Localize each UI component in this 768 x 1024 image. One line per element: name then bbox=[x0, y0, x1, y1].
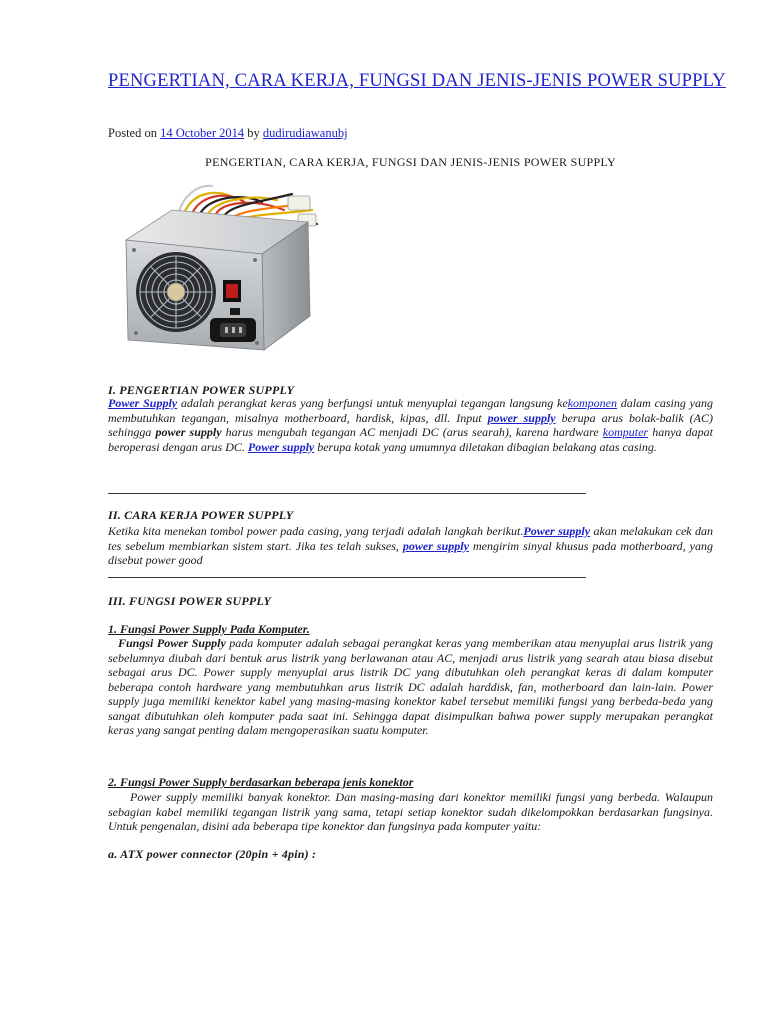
section1-heading: I. PENGERTIAN POWER SUPPLY bbox=[108, 383, 295, 397]
by-label: by bbox=[247, 126, 260, 140]
section3-paragraph-2: Power supply memiliki banyak konektor. Dan masing-masing dari konektor memiliki fungsi yang berbeda. Walaupun sebagian kabel memiliki tegangan listrik yang sama, tetapi setiap konektor sudah dikelompokkan berdasarkan fungsinya. Untuk pengenalan, disini ada beberapa tipe konektor dan fungsinya pada komputer yaitu: bbox=[108, 790, 713, 833]
s2-text-1: Ketika kita menekan tombol power pada casing, yang terjadi adalah langkah berikut. bbox=[108, 524, 524, 538]
power-supply-bold: power supply bbox=[155, 425, 222, 439]
s1-text-4: harus mengubah tegangan AC menjadi DC (arus searah), karena hardware bbox=[221, 425, 603, 439]
post-date-link[interactable]: 14 October 2014 bbox=[160, 126, 245, 140]
section2-paragraph bbox=[108, 524, 713, 568]
power-supply-link[interactable]: Power Supply bbox=[108, 396, 178, 410]
subheading-1: 1. Fungsi Power Supply Pada Komputer. bbox=[108, 622, 310, 636]
s2-text-3: mengirim sinyal khusus pada motherboard, yang disebut power good bbox=[108, 538, 714, 567]
power-supply-link-5[interactable]: power supply bbox=[402, 538, 469, 553]
post-title-link[interactable]: PENGERTIAN, CARA KERJA, FUNGSI DAN JENIS-JENIS POWER SUPPLY bbox=[108, 71, 726, 91]
post-subtitle: PENGERTIAN, CARA KERJA, FUNGSI DAN JENIS-JENIS POWER SUPPLY bbox=[205, 155, 616, 169]
author-link[interactable]: dudirudiawanubj bbox=[262, 126, 348, 140]
section3-paragraph-1 bbox=[108, 636, 713, 738]
subheading-2: 2. Fungsi Power Supply berdasarkan beberapa jenis konektor bbox=[108, 775, 414, 789]
s1-text-1: adalah perangkat keras yang berfungsi untuk menyuplai tegangan langsung ke bbox=[177, 396, 568, 410]
post-meta bbox=[108, 126, 348, 141]
s1-text-5: hanya dapat beroperasi dengan arus DC. bbox=[108, 425, 713, 454]
section1-paragraph bbox=[108, 396, 713, 454]
s1-text-6: berupa kotak yang umumnya diletakan dibagian belakang atas casing. bbox=[314, 439, 657, 454]
fungsi-power-supply-bold: Fungsi Power Supply bbox=[118, 636, 226, 650]
s2-text-2: akan melakukan cek dan tes sebelum membiarkan sistem start. Jika tes telah sukses, bbox=[108, 524, 713, 553]
power-supply-link-4[interactable]: Power supply bbox=[523, 524, 591, 538]
s1-text-3: berupa arus bolak-balik (AC) sehingga bbox=[108, 410, 713, 439]
s3-text-1: pada komputer adalah sebagai perangkat keras yang memberikan atau menyuplai arus listrik yang sebelumnya diubah dari bentuk arus listrik yang berlawanan atau AC, menjadi arus listrik yang searah atau biasa disebut sebagai arus DC. Power supply menyuplai arus listrik DC yang dibutuhkan oleh perangkat keras di dalam komputer beberapa contoh hardware yang membutuhkan arus listrik DC adalah harddisk, fan, motherboard dan lain-lain. Power supply juga memiliki kenektor kabel yang masing-masing konektor kabel tersebut memiliki fungsi yang berbeda-beda yang sangat dibutuhkan oleh komputer pada saat ini. Sehingga dapat disimpulkan bahwa power supply merupakan perangkat keras yang sangat penting dalam mengoperasikan suatu komputer. bbox=[108, 636, 713, 737]
divider-1 bbox=[108, 493, 586, 494]
komputer-link[interactable]: komputer bbox=[602, 425, 649, 439]
post-title bbox=[108, 70, 728, 92]
subheading-a: a. ATX power connector (20pin + 4pin) : bbox=[108, 847, 317, 861]
power-supply-link-2[interactable]: power supply bbox=[487, 410, 556, 425]
section2-heading: II. CARA KERJA POWER SUPPLY bbox=[108, 508, 294, 522]
posted-label: Posted on bbox=[108, 126, 157, 140]
power-supply-image bbox=[112, 180, 322, 358]
s1-text-2: dalam casing yang membutuhkan tegangan, misalnya motherboard, hardisk, kipas, dll. Input bbox=[108, 396, 714, 425]
power-supply-link-3[interactable]: Power supply bbox=[247, 439, 315, 454]
komponen-link[interactable]: komponen bbox=[567, 396, 617, 410]
section3-heading: III. FUNGSI POWER SUPPLY bbox=[108, 594, 272, 608]
divider-2 bbox=[108, 577, 586, 578]
